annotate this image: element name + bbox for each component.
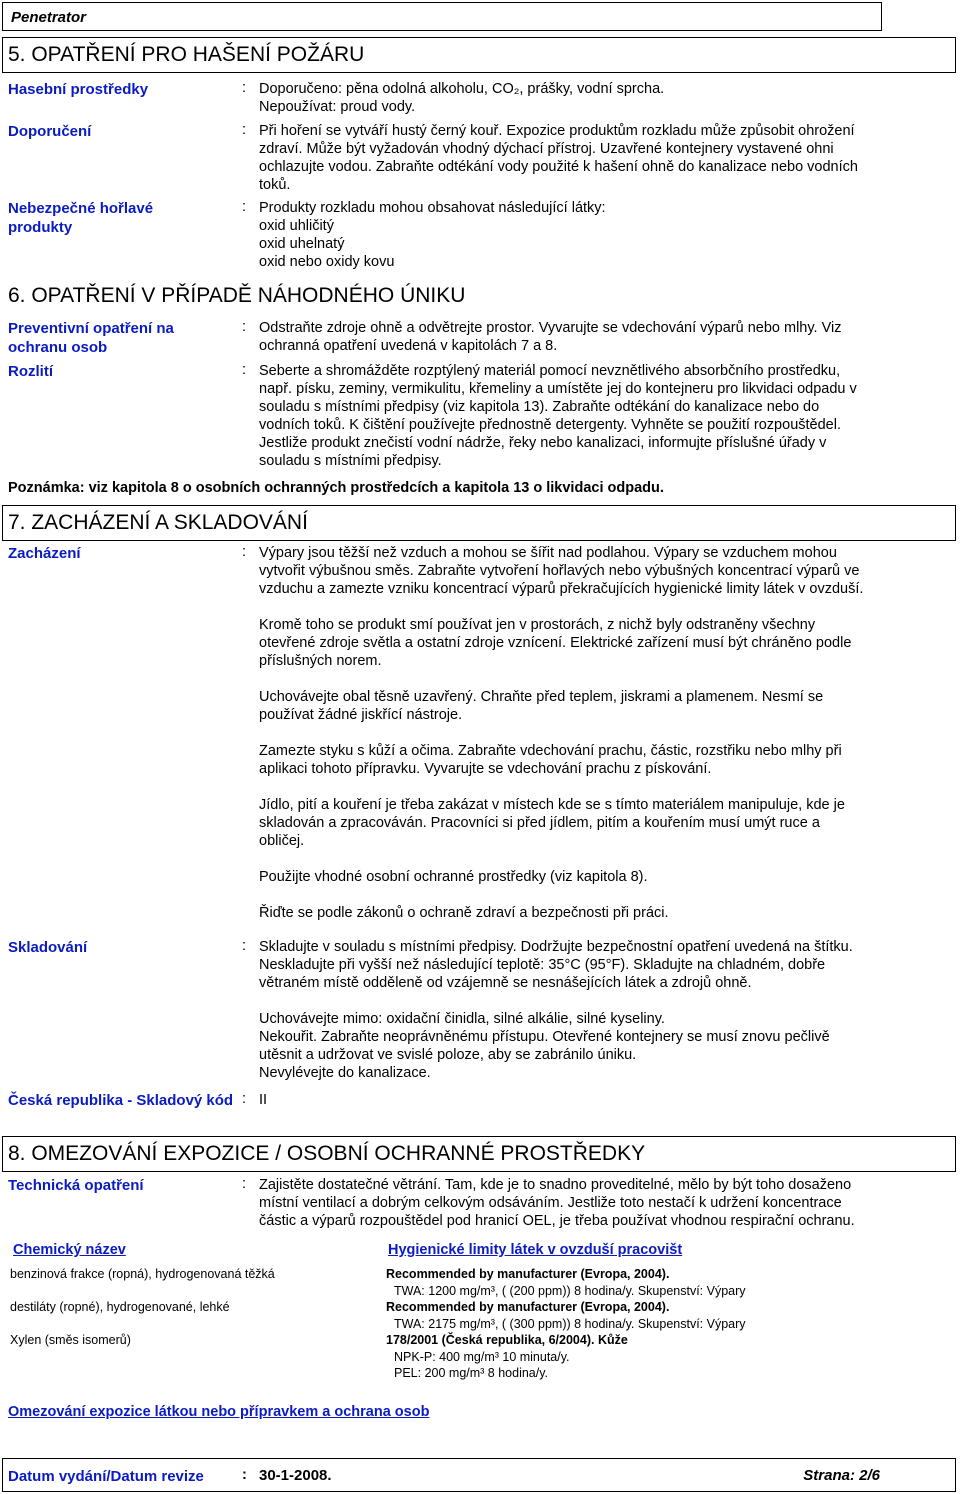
- text-line: Odstraňte zdroje ohně a odvětrejte prostor. Vyvarujte se vdechování výparů nebo mlhy. Viz: [259, 320, 842, 336]
- text-line: souladu s místními předpisy (viz kapitola 13). Zabraňte odtékání do kanalizace nebo do: [259, 399, 820, 415]
- text-line: souladu s místními předpisy.: [259, 453, 442, 469]
- colon: :: [242, 122, 247, 138]
- limit-source: Recommended by manufacturer (Evropa, 2004).: [386, 1300, 670, 1314]
- hazardous-products-text: [259, 199, 949, 271]
- product-name: Penetrator: [11, 9, 87, 26]
- text-line: utěsnit a udržovat ve svislé poloze, aby se zabránilo úniku.: [259, 1047, 637, 1063]
- storage-class-value: II: [259, 1092, 268, 1108]
- section-5-title: 5. OPATŘENÍ PRO HAŠENÍ POŽÁRU: [8, 43, 365, 66]
- section-6-title: 6. OPATŘENÍ V PŘÍPADĚ NÁHODNÉHO ÚNIKU: [8, 284, 466, 307]
- colon: :: [242, 1467, 247, 1483]
- text-line: Nekouřit. Zabraňte neoprávněnému přístupu. Otevřené kontejnery se musí znovu pečlivě: [259, 1029, 830, 1045]
- page-header: [2, 2, 882, 31]
- text-line: skladován a zpracováván. Pracovníci si před jídlem, pitím a kouřením musí umýt ruce a: [259, 815, 820, 831]
- text-line: Kromě toho se produkt smí používat jen v prostorách, z nichž byly odstraněny všechny: [259, 617, 816, 633]
- footer-date-value: 30-1-2008.: [259, 1467, 332, 1484]
- text-line: toků.: [259, 177, 291, 193]
- spacer: [259, 886, 949, 904]
- text-line: větraném místě odděleně od vzájemně se nesnášejících látek a zdrojů ohně.: [259, 975, 752, 991]
- spacer: [259, 598, 949, 616]
- text-line: příslušných norem.: [259, 653, 382, 669]
- text-line: Seberte a shromážděte rozptýlený materiál pomocí nevznětlivého absorbčního prostředku,: [259, 363, 841, 379]
- page-number: Strana: 2/6: [803, 1467, 880, 1484]
- limit-block: [386, 1299, 746, 1332]
- section-7-title: 7. ZACHÁZENÍ A SKLADOVÁNÍ: [8, 511, 308, 534]
- label-personal-precautions: Preventivní opatření na ochranu osob: [8, 320, 174, 356]
- label-handling: Zacházení: [8, 545, 81, 562]
- text-line: používat žádné jiskřící nástroje.: [259, 707, 463, 723]
- text-line: Jestliže produkt znečistí vodní nádrže, řeky nebo kanalizaci, informujte příslušné úřady v: [259, 435, 827, 451]
- text-line: Neskladujte při vyšší než následující teplotě: 35°C (95°F). Skladujte na chladném, dobře: [259, 957, 826, 973]
- text-line: Uchovávejte mimo: oxidační činidla, silné alkálie, silné kyseliny.: [259, 1011, 665, 1027]
- limit-detail: PEL: 200 mg/m³ 8 hodina/y.: [394, 1366, 549, 1380]
- spacer: [259, 850, 949, 868]
- colon: :: [242, 199, 247, 215]
- text-line: Nepoužívat: proud vody.: [259, 99, 416, 115]
- text-line: vzduchu a zamezte vzniku koncentrací výparů překračujících hygienické limity látek v ovzduší.: [259, 581, 864, 597]
- text-line: vytvořit výbušnou směs. Zabraňte vytvoření hořlavých nebo výbušných koncentrací výparů ve: [259, 563, 860, 579]
- text-line: Použijte vhodné osobní ochranné prostředky (viz kapitola 8).: [259, 869, 648, 885]
- section-8-title: 8. OMEZOVÁNÍ EXPOZICE / OSOBNÍ OCHRANNÉ PROSTŘEDKY: [8, 1142, 646, 1165]
- text-line: zdraví. Může být vyžadován vhodný dýchací přístroj. Uzavřené kontejnery vystavené ohni: [259, 141, 834, 157]
- chemical-name: Xylen (směs isomerů): [10, 1333, 131, 1347]
- text-line: Doporučeno: pěna odolná alkoholu, CO₂, prášky, vodní sprcha.: [259, 81, 665, 97]
- label-storage-class: Česká republika - Skladový kód: [8, 1092, 234, 1109]
- footer-date-label: Datum vydání/Datum revize: [8, 1468, 204, 1485]
- limit-block: [386, 1332, 628, 1382]
- limit-detail: TWA: 2175 mg/m³, ( (300 ppm)) 8 hodina/y. Skupenství: Výpary: [394, 1316, 746, 1331]
- spill-text: [259, 362, 949, 470]
- text-line: aplikaci tohoto přípravku. Vyvarujte se vdechování prachu z pískování.: [259, 761, 712, 777]
- limit-detail: NPK-P: 400 mg/m³ 10 minuta/y.: [394, 1349, 570, 1364]
- label-storage: Skladování: [8, 939, 88, 956]
- storage-text: [259, 938, 949, 1082]
- colon: :: [242, 1091, 247, 1107]
- text-line: částic a výparů rozpouštědel pod hranicí OEL, je třeba používat vhodnou respirační ochranu.: [259, 1213, 855, 1229]
- engineering-measures-text: [259, 1176, 949, 1230]
- text-line: Nevylévejte do kanalizace.: [259, 1065, 431, 1081]
- colon: :: [242, 319, 247, 335]
- colon: :: [242, 80, 247, 96]
- spacer: [259, 724, 949, 742]
- label-extinguishing-media: Hasební prostředky: [8, 81, 149, 98]
- colon: :: [242, 1176, 247, 1192]
- colon: :: [242, 362, 247, 378]
- text-line: oxid nebo oxidy kovu: [259, 254, 395, 270]
- label-engineering-measures: Technická opatření: [8, 1177, 144, 1194]
- text-line: Produkty rozkladu mohou obsahovat následující látky:: [259, 200, 606, 216]
- chemical-name: benzinová frakce (ropná), hydrogenovaná těžká: [10, 1267, 275, 1281]
- personal-precautions-text: [259, 319, 949, 355]
- text-line: Skladujte v souladu s místními předpisy. Dodržujte bezpečnostní opatření uvedená na štítku.: [259, 939, 853, 955]
- text-line: obličej.: [259, 833, 305, 849]
- colon: :: [242, 938, 247, 954]
- exposure-controls-heading: Omezování expozice látkou nebo přípravkem a ochrana osob: [8, 1404, 430, 1420]
- text-line: Zajistěte dostatečné větrání. Tam, kde je to snadno proveditelné, mělo by být toho dosaženo: [259, 1177, 852, 1193]
- column-exposure-limits: Hygienické limity látek v ovzduší pracovišt: [388, 1242, 683, 1258]
- label-spill: Rozlití: [8, 363, 53, 380]
- label-recommendation: Doporučení: [8, 123, 92, 140]
- text-line: místní ventilací a dobrým celkovým odsáváním. Jestliže toto nestačí k udržení koncentrace: [259, 1195, 842, 1211]
- colon: :: [242, 544, 247, 560]
- chemical-name: destiláty (ropné), hydrogenované, lehké: [10, 1300, 230, 1314]
- text-line: např. písku, zeminy, vermikulitu, křemeliny a umístěte jej do kontejneru pro likvidaci odpadu v: [259, 381, 857, 397]
- text-line: otevřené zdroje světla a ostatní zdroje vznícení. Elektrické zařízení musí být chráněno podle: [259, 635, 852, 651]
- limit-block: [386, 1266, 746, 1299]
- column-chemical-name: Chemický název: [13, 1242, 126, 1258]
- text-line: Výpary jsou těžší než vzduch a mohou se šířit nad podlahou. Výpary se vzduchem mohou: [259, 545, 837, 561]
- text-line: oxid uhelnatý: [259, 236, 345, 252]
- text-line: Zamezte styku s kůží a očima. Zabraňte vdechování prachu, částic, rozstřiku nebo mlhy při: [259, 743, 842, 759]
- limit-source: Recommended by manufacturer (Evropa, 2004).: [386, 1267, 670, 1281]
- text-line: ochranná opatření uvedená v kapitolách 7 a 8.: [259, 338, 558, 354]
- label-hazardous-products: Nebezpečné hořlavé produkty: [8, 200, 154, 236]
- text-line: Uchovávejte obal těsně uzavřený. Chraňte před teplem, jiskrami a plamenem. Nesmí se: [259, 689, 824, 705]
- recommendation-text: [259, 122, 949, 194]
- limit-detail: TWA: 1200 mg/m³, ( (200 ppm)) 8 hodina/y. Skupenství: Výpary: [394, 1283, 746, 1298]
- text-line: oxid uhličitý: [259, 218, 334, 234]
- text-line: Řiďte se podle zákonů o ochraně zdraví a bezpečnosti při práci.: [259, 905, 669, 921]
- limit-source: 178/2001 (Česká republika, 6/2004). Kůže: [386, 1333, 628, 1347]
- spacer: [259, 670, 949, 688]
- text-line: Jídlo, pití a kouření je třeba zakázat v místech kde se s tímto materiálem manipuluje, kde je: [259, 797, 845, 813]
- extinguishing-media-text: [259, 80, 949, 116]
- text-line: Při hoření se vytváří hustý černý kouř. Expozice produktům rozkladu může způsobit ohrožení: [259, 123, 855, 139]
- text-line: ochlazujte vodou. Zabraňte odtékání vody použité k hašení ohně do kanalizace nebo vodních: [259, 159, 858, 175]
- note-text: Poznámka: viz kapitola 8 o osobních ochranných prostředcích a kapitola 13 o likvidaci odpadu.: [8, 480, 664, 496]
- text-line: vodních toků. K čištění používejte přednostně detergenty. Vyhněte se použití rozpouštědel.: [259, 417, 841, 433]
- handling-text: [259, 544, 949, 922]
- spacer: [259, 778, 949, 796]
- spacer: [259, 992, 949, 1010]
